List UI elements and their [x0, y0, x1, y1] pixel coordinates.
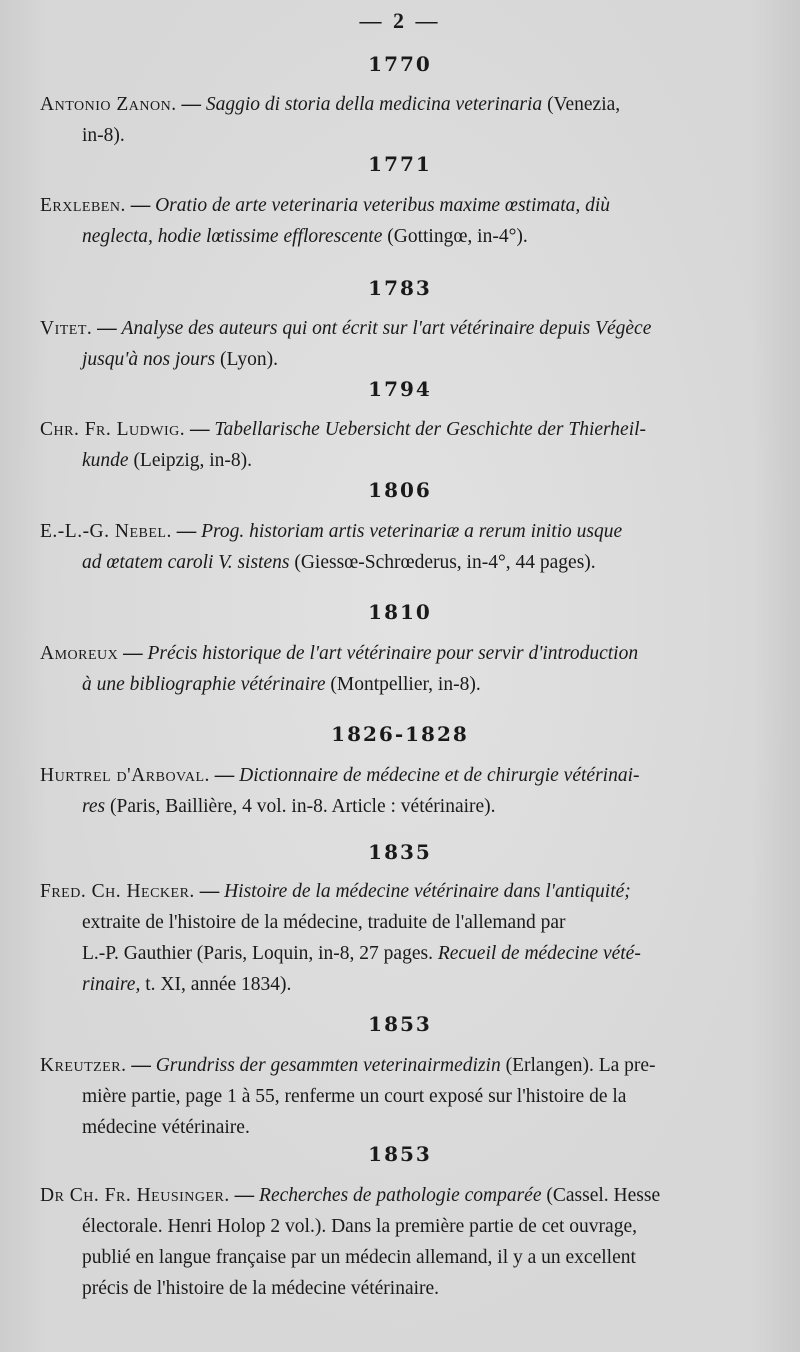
entry-title: Grundriss der gesammten veterinairmedizin: [155, 1055, 501, 1076]
year-heading: 1826-1828: [331, 722, 469, 746]
year-heading: 1853: [368, 1012, 432, 1036]
entry-details: électorale. Henri Holop 2 vol.). Dans la première partie de cet ouvrage,: [82, 1216, 637, 1237]
entry-details: (Giessœ-Schrœderus, in-4°, 44 pages).: [294, 552, 596, 573]
year-heading: 1810: [368, 600, 432, 624]
entry-title: jusqu'à nos jours: [82, 349, 216, 370]
entry-title: Histoire de la médecine vétérinaire dans l'antiquité;: [224, 881, 631, 902]
bibliography-entry: [40, 313, 770, 375]
entry-title: kunde: [82, 450, 129, 471]
entry-author: Dr Ch. Fr. Heusinger.: [40, 1185, 230, 1206]
year-heading: 1794: [368, 377, 432, 401]
em-dash: —: [214, 765, 235, 786]
entry-author: E.-L.-G. Nebel.: [40, 521, 172, 542]
bibliography-entry: [40, 1180, 770, 1304]
entry-author: Kreutzer.: [40, 1055, 127, 1076]
entry-details: (Gottingœ, in-4°).: [387, 226, 528, 247]
entry-title: Prog. historiam artis veterinariæ a rerum initio usque: [201, 521, 623, 542]
entry-journal: rinaire,: [82, 974, 141, 995]
entry-details: (Lyon).: [220, 349, 278, 370]
entry-details: (Erlangen). La pre-: [505, 1055, 656, 1076]
entry-details: (Leipzig, in-8).: [133, 450, 253, 471]
year-heading: 1771: [368, 152, 432, 176]
bibliography-entry: [40, 89, 770, 151]
em-dash: —: [97, 318, 117, 339]
em-dash: —: [176, 521, 197, 542]
entry-author: Fred. Ch. Hecker.: [40, 881, 195, 902]
entry-details: extraite de l'histoire de la médecine, traduite de l'allemand par: [82, 912, 566, 933]
entry-details: mière partie, page 1 à 55, renferme un court exposé sur l'histoire de la: [82, 1086, 627, 1107]
bibliography-entry: [40, 876, 770, 1000]
entry-title: neglecta, hodie lœtissime efflorescente: [82, 226, 383, 247]
entry-details: (Paris, Baillière, 4 vol. in-8. Article : vétérinaire).: [109, 796, 496, 817]
year-heading: 1783: [368, 276, 432, 300]
entry-title: à une bibliographie vétérinaire: [82, 674, 326, 695]
entry-author: Hurtrel d'Arboval.: [40, 765, 210, 786]
entry-details: in-8).: [82, 125, 125, 146]
bibliography-entry: [40, 1050, 770, 1143]
entry-title: Analyse des auteurs qui ont écrit sur l'art vétérinaire depuis Végèce: [121, 318, 652, 339]
bibliography-entry: [40, 414, 770, 476]
em-dash: —: [181, 94, 201, 115]
year-heading: 1853: [368, 1142, 432, 1166]
entry-details: L.-P. Gauthier (Paris, Loquin, in-8, 27 pages.: [82, 943, 433, 964]
em-dash: —: [190, 419, 210, 440]
em-dash: —: [123, 643, 143, 664]
em-dash: —: [130, 195, 151, 216]
year-heading: 1806: [368, 478, 432, 502]
entry-title: Dictionnaire de médecine et de chirurgie vétérinai-: [239, 765, 640, 786]
entry-title: Saggio di storia della medicina veterinaria: [205, 94, 543, 115]
entry-title: res: [82, 796, 106, 817]
entry-details: t. XI, année 1834).: [145, 974, 292, 995]
entry-journal: Recueil de médecine vété-: [437, 943, 641, 964]
entry-author: Amoreux: [40, 643, 119, 664]
entry-details: précis de l'histoire de la médecine vétérinaire.: [82, 1278, 440, 1299]
entry-details: (Cassel. Hesse: [546, 1185, 661, 1206]
entry-details: médecine vétérinaire.: [82, 1117, 250, 1138]
entry-author: Erxleben.: [40, 195, 126, 216]
page-number: — 2 —: [359, 8, 441, 33]
entry-details: (Montpellier, in-8).: [330, 674, 481, 695]
bibliography-entry: [40, 760, 770, 822]
entry-author: Antonio Zanon.: [40, 94, 177, 115]
entry-details: (Venezia,: [547, 94, 621, 115]
year-heading: 1835: [368, 840, 432, 864]
em-dash: —: [199, 881, 220, 902]
entry-details: publié en langue française par un médecin allemand, il y a un excellent: [82, 1247, 636, 1268]
entry-title: Tabellarische Uebersicht der Geschichte der Thierheil-: [214, 419, 647, 440]
entry-title: Oratio de arte veterinaria veteribus maxime œstimata, diù: [155, 195, 611, 216]
entry-title: ad œtatem caroli V. sistens: [82, 552, 290, 573]
entry-author: Chr. Fr. Ludwig.: [40, 419, 186, 440]
em-dash: —: [234, 1185, 255, 1206]
year-heading: 1770: [368, 52, 432, 76]
entry-title: Recherches de pathologie comparée: [259, 1185, 542, 1206]
bibliography-entry: [40, 638, 770, 700]
bibliography-entry: [40, 516, 770, 578]
entry-title: Précis historique de l'art vétérinaire pour servir d'introduction: [147, 643, 639, 664]
em-dash: —: [131, 1055, 151, 1076]
bibliography-entry: [40, 190, 770, 252]
entry-author: Vitet.: [40, 318, 93, 339]
